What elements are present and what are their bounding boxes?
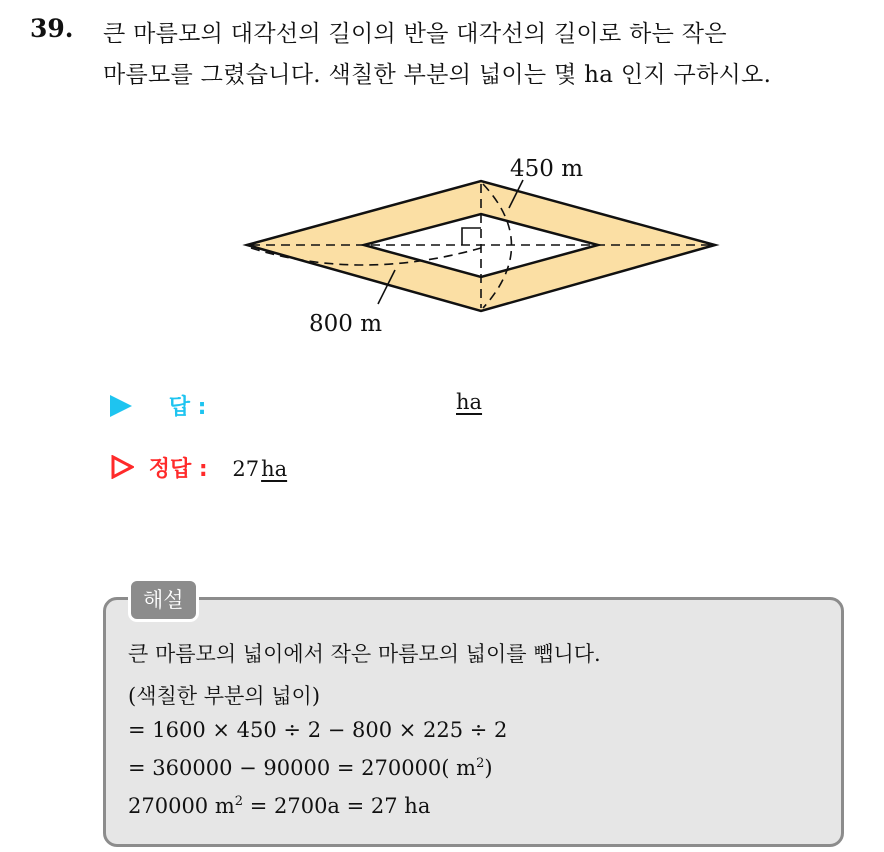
solution-line-2: (색칠한 부분의 넓이): [128, 684, 321, 708]
correct-answer-unit: ha: [261, 457, 288, 481]
question-number: 39.: [30, 14, 74, 43]
solution-line-5-b: = 2700a = 27 ha: [243, 794, 431, 818]
solution-box: [103, 597, 844, 847]
solution-line-5-a: 270000 m: [128, 794, 235, 818]
solution-line-3: = 1600 × 450 ÷ 2 − 800 × 225 ÷ 2: [128, 718, 508, 742]
answer-row: [110, 390, 483, 421]
solution-line-5: [128, 794, 430, 818]
question-text-line-2: 마름모를 그렸습니다. 색칠한 부분의 넓이는 몇 ha 인지 구하시오.: [103, 62, 772, 88]
solution-line-4-exponent: 2: [476, 756, 485, 771]
solution-line-4-end: ): [484, 756, 493, 780]
answer-unit: ha: [456, 390, 483, 414]
solution-line-4: [128, 756, 493, 780]
solution-line-1: 큰 마름모의 넓이에서 작은 마름모의 넓이를 뺍니다.: [128, 642, 601, 666]
correct-answer-value: 27: [232, 457, 260, 481]
label-800m: 800 m: [309, 311, 383, 337]
solution-line-5-exponent: 2: [234, 794, 244, 809]
solution-tag: 해설: [128, 578, 199, 622]
outline-triangle-icon: [110, 455, 134, 479]
solution-line-4-main: = 360000 − 90000 = 270000( m: [128, 756, 477, 780]
correct-answer-label: 정답 :: [148, 457, 208, 482]
play-triangle-icon: [110, 395, 132, 417]
question-text-line-1: 큰 마름모의 대각선의 길이의 반을 대각선의 길이로 하는 작은: [103, 21, 727, 47]
answer-label: 답 :: [168, 395, 207, 420]
label-450m: 450 m: [510, 156, 584, 182]
correct-answer-row: [110, 452, 287, 483]
rhombus-figure: [240, 150, 730, 340]
